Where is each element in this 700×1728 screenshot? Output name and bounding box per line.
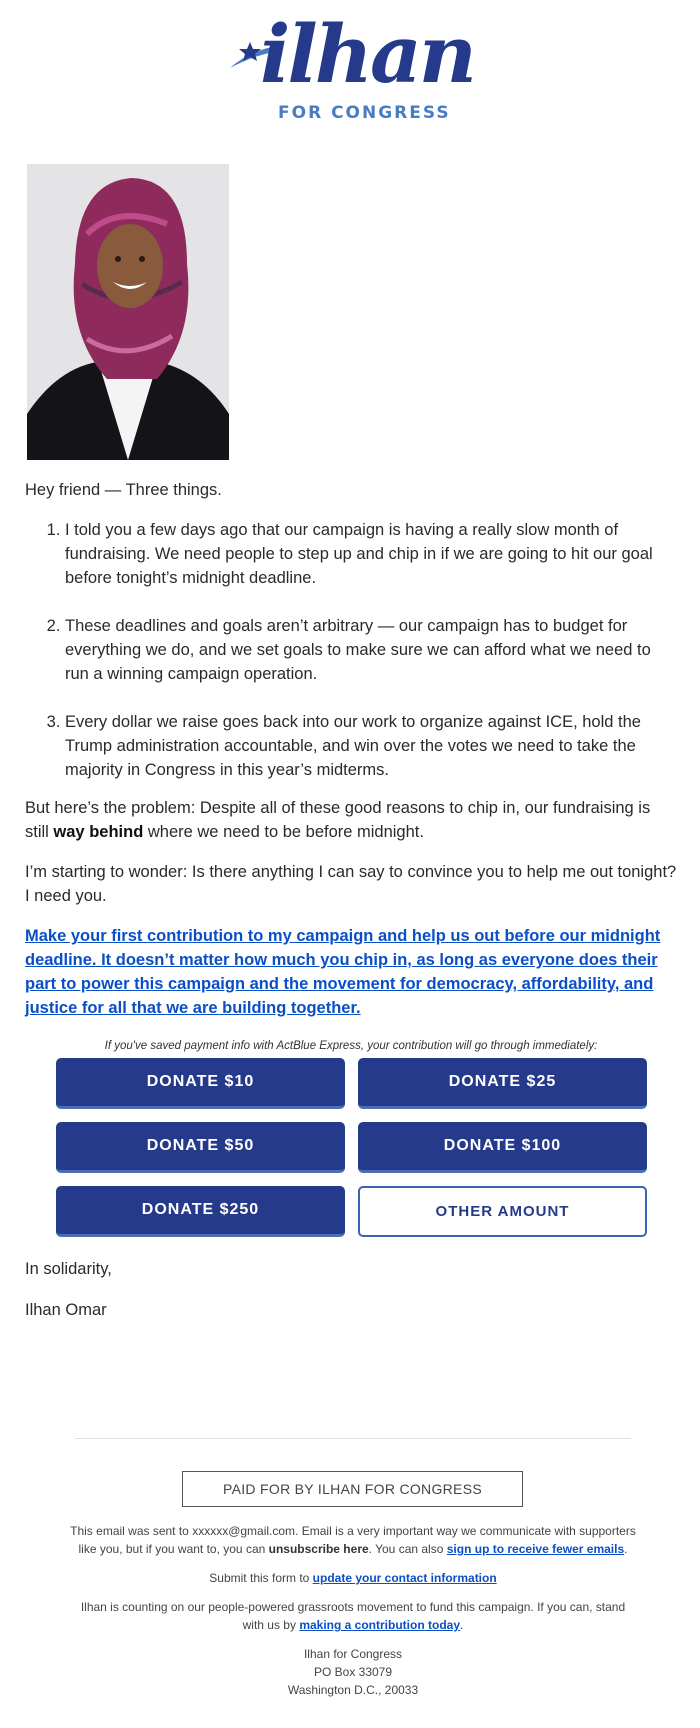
sent-text-4: . [624, 1542, 628, 1556]
submit-text: Submit this form to [209, 1571, 313, 1585]
address-line: Washington D.C., 20033 [287, 1683, 419, 1697]
contribution-link[interactable]: Make your first contribution to my campaign and help us out before our midnight deadline. It doesn’t matter how much you chip in, as long as everyone does their part to power this campaign and the movement for democracy, affordability, and justice for all that we are building together. [25, 927, 661, 1017]
problem-bold: way behind [53, 823, 144, 841]
sent-notice [70, 1522, 636, 1558]
fewer-emails-link[interactable]: sign up to receive fewer emails [446, 1542, 625, 1556]
donate-buttons [56, 1058, 677, 1237]
logo-wordmark: ilhan [260, 7, 474, 101]
donate-50-button[interactable]: DONATE $50 [56, 1122, 345, 1173]
address-line: PO Box 33079 [313, 1665, 393, 1679]
donate-250-button[interactable]: DONATE $250 [56, 1186, 345, 1237]
update-notice [70, 1569, 636, 1587]
footer-divider [75, 1438, 631, 1439]
wonder-paragraph: I’m starting to wonder: Is there anything I can say to convince you to help me out tonight? I need you. [25, 863, 677, 905]
greeting: Hey friend — Three things. [25, 481, 222, 499]
grassroots-text: Ilhan is counting on our people-powered grassroots movement to fund this campaign. If you can, stand with us by [80, 1600, 626, 1632]
contribute-link[interactable]: making a contribution today [299, 1618, 461, 1632]
portrait-photo [27, 164, 229, 460]
list-item: 1. I told you a few days ago that our campaign is having a really slow month of fundraising. We need people to step up and chip in if we are going to hit our goal before tonight’s midnight deadline. [65, 518, 677, 590]
signoff [25, 1257, 677, 1322]
grassroots-text-end: . [460, 1618, 464, 1632]
actblue-note: If you've saved payment info with ActBlue Express, your contribution will go through immediately: [104, 1040, 598, 1052]
campaign-logo [230, 7, 474, 128]
problem-text-end: where we need to be before midnight. [143, 823, 424, 841]
grassroots-notice [70, 1598, 636, 1634]
reasons-list [25, 518, 677, 782]
email-footer [70, 1522, 636, 1699]
donate-10-button[interactable]: DONATE $10 [56, 1058, 345, 1109]
other-amount-button[interactable]: OTHER AMOUNT [358, 1186, 647, 1237]
donate-25-button[interactable]: DONATE $25 [358, 1058, 647, 1109]
address-line: Ilhan for Congress [303, 1647, 403, 1661]
signature-name: Ilhan Omar [25, 1301, 107, 1319]
update-contact-link[interactable]: update your contact information [312, 1571, 497, 1585]
candidate-photo [27, 164, 229, 460]
paid-for-disclaimer: PAID FOR BY ILHAN FOR CONGRESS [182, 1471, 523, 1507]
problem-text: But here’s the problem: Despite all of these good reasons to chip in, our fundraising is still [25, 799, 651, 841]
problem-paragraph [25, 796, 677, 844]
sent-text: This email was sent to [70, 1524, 193, 1538]
donate-100-button[interactable]: DONATE $100 [358, 1122, 647, 1173]
list-item: 3. Every dollar we raise goes back into our work to organize against ICE, hold the Trump administration accountable, and win over the votes we need to take the majority in Congress in this year’s midterms. [65, 710, 677, 782]
logo-subtitle: FOR CONGRESS [278, 103, 451, 123]
mailing-address [70, 1645, 636, 1699]
sent-text-2: . Email is a very important way we communicate with supporters like you, but if you want to, you can [78, 1524, 636, 1556]
email-body [25, 478, 677, 1339]
sent-text-3: . You can also [368, 1542, 447, 1556]
unsubscribe-link[interactable]: unsubscribe here [268, 1542, 369, 1556]
recipient-email: xxxxxx@gmail.com [192, 1524, 296, 1538]
closing: In solidarity, [25, 1260, 112, 1278]
list-item: 2. These deadlines and goals aren’t arbitrary — our campaign has to budget for everything we do, and we set goals to make sure we can afford what we need to run a winning campaign operation. [65, 614, 677, 686]
